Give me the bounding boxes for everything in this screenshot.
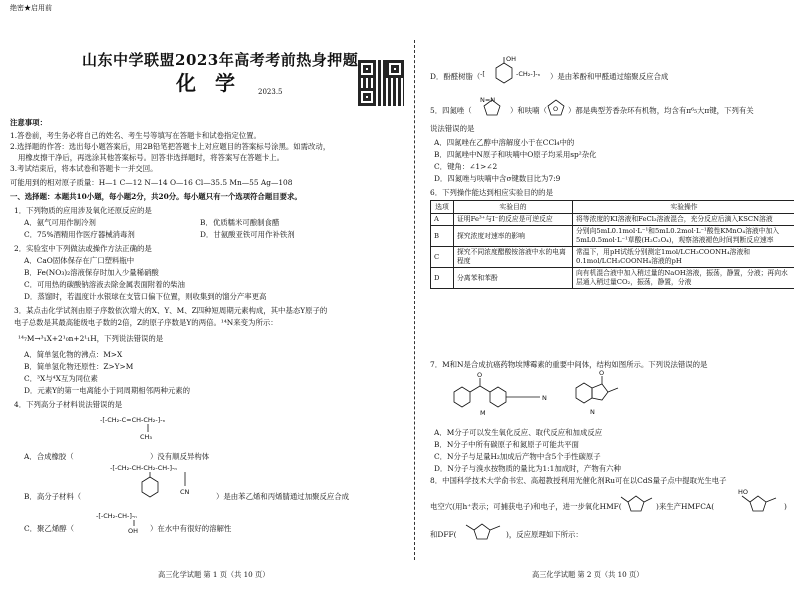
q7-option-d: D．N分子与溴水按物质的量比为1:1加成时，产物有六种 [434,464,621,473]
q5-option-b: B．四氮唑中N原子和呋喃中O原子均采用sp²杂化 [434,150,597,159]
svg-text:-[: -[ [480,70,485,78]
hmfca-structure-icon [736,486,784,516]
table-cell: C [431,247,454,268]
q4-option-c-prefix: C．聚乙烯醇（ [24,524,74,533]
right-page [420,0,794,593]
svg-text:HO: HO [738,488,749,496]
table-row [431,214,794,226]
q7-stem: 7．M和N是合成抗癌药物埃博霉素的重要中间体，结构如图所示。下列说法错误的是 [430,360,708,369]
tetrazole-structure-icon [476,94,508,118]
q3-stem-line-2: 电子总数是其最高能级电子数的2倍，Z的原子序数是Y的两倍。¹⁴N来变为所示： [14,318,278,327]
svg-text:O: O [599,369,605,377]
q5-option-d: D．四氮唑与呋喃中含σ键数目比为7:9 [434,174,561,183]
q4-option-a-prefix: A．合成橡胶（ [24,452,74,461]
q5-suffix: ）都是典型芳香杂环有机物，均含有π⁶₅大π键，下列有关 [568,106,754,115]
note-1: 1.答卷前，考生务必将自己的姓名、考生号等填写在答题卡和试卷指定位置。 [10,131,261,140]
svg-text:O: O [477,372,483,379]
svg-text:OH: OH [128,527,139,534]
q2-option-c: C．可用热的碳酸钠溶液去除金属表面附着的柴油 [24,280,185,289]
rubber-structure-icon [100,410,220,440]
q1-option-d: D．甘氨酸亚铁可用作补铁剂 [200,230,295,239]
q8-line-3a: 和DFF( [430,530,457,539]
q4-option-c-suffix: ）在水中有很好的溶解性 [150,524,232,533]
q2-stem: 2．实验室中下列做法或操作方法正确的是 [14,244,152,253]
q3-equation: ¹⁴₇M→³₁X+2¹₀n+2¹₁H，下列说法错误的是 [18,334,164,343]
confidential-label: 绝密★启用前 [10,4,52,12]
q8-line-2b: )来生产HMFCA( [656,502,715,511]
svg-text:-[-CH₂-CH-CH₂-CH-]-ₙ: -[-CH₂-CH-CH₂-CH-]-ₙ [110,464,177,472]
note-3: 3.考试结束后，将本试卷和答题卡一并交回。 [10,164,158,173]
exam-date: 2023.5 [258,88,283,96]
q8-line-3b: )，反应原理如下所示： [506,530,583,539]
q2-option-d: D．蒸馏时，若温度计水银球在支管口偏下位置，则收集到的馏分产率更高 [24,292,267,301]
q3-option-d: D．元素Y的第一电离能小于同周期相邻两种元素的 [24,386,191,395]
dff-structure-icon [462,516,506,544]
table-cell: B [431,226,454,247]
exam-title: 山东中学联盟2023年高考考前热身押题 [82,51,359,69]
q7-option-b: B．N分子中所有碳原子和氮原子可能共平面 [434,440,579,449]
q5-option-a: A．四氮唑在乙醇中溶解度小于在CCl₄中的 [434,138,575,147]
svg-text:CH₃: CH₃ [140,433,153,440]
q7-option-a: A．M分子可以发生氧化反应、取代反应和加成反应 [434,428,603,437]
molecule-m-label: M [480,409,486,416]
q4-option-b-prefix: B．高分子材料（ [24,492,82,501]
table-cell: 探究浓度对速率的影响 [454,226,573,247]
notes-heading: 注意事项： [10,118,47,127]
section-1-heading: 一、选择题：本题共10小题，每小题2分，共20分。每小题只有一个选项符合题目要求。 [10,192,302,201]
page-footer-2: 高三化学试题 第 2 页（共 10 页） [532,570,644,579]
table-cell: A [431,214,454,226]
q4-option-b-suffix: ）是由苯乙烯和丙烯腈通过加聚反应合成 [216,492,350,501]
experiment-table [430,200,794,289]
table-cell: 证明Fe³⁺与I⁻的反应是可逆反应 [454,214,573,226]
svg-text:-[-CH₂-C=CH-CH₂-]-ₙ: -[-CH₂-C=CH-CH₂-]-ₙ [100,416,166,424]
svg-text:CN: CN [180,488,190,496]
qr-code-icon [358,60,404,106]
table-row [431,247,794,268]
q8-line-1: 8．中国科学技术大学俞书宏、高超教授利用光催化剂Ru可在以CdS量子点中提取光生电子 [430,476,727,485]
svg-text:-CH₂-]-ₙ: -CH₂-]-ₙ [516,70,541,78]
q4-option-d-prefix: D．酚醛树脂（ [430,72,481,81]
table-header-row [431,201,794,214]
subject-title: 化 学 [176,71,241,95]
svg-text:OH: OH [506,55,517,63]
table-cell: 将等浓度的KI溶液和FeCl₃溶液混合，充分反应后滴入KSCN溶液 [573,214,794,226]
q8-line-2a: 电空穴(用h⁺表示；可捕获电子)和电子，进一步氧化HMF( [430,502,622,511]
table-cell: 探究不同浓度醋酸铵溶液中水的电离程度 [454,247,573,268]
table-row [431,268,794,289]
table-row [431,226,794,247]
q2-option-a: A．CaO固体保存在广口塑料瓶中 [24,256,135,265]
q8-line-2c: ) [784,502,787,511]
q7-option-c: C．N分子与足量H₂加成后产物中含5个手性碳原子 [434,452,601,461]
q5-option-c: C．键角：∠1>∠2 [434,162,498,171]
table-header-purpose: 实验目的 [454,201,573,214]
q1-option-a: A．氨气可用作制冷剂 [24,218,96,227]
q4-option-d-suffix: ）是由苯酚和甲醛通过缩聚反应合成 [550,72,669,81]
q5-mid: ）和呋喃（ [510,106,547,115]
table-cell: D [431,268,454,289]
q4-option-a-suffix: ）没有顺反异构体 [150,452,210,461]
q6-stem: 6．下列操作能达到相应实验目的的是 [430,188,553,197]
q1-stem: 1．下列物质的应用涉及氧化还原反应的是 [14,206,152,215]
svg-text:-[-CH₂-CH-]-ₙ: -[-CH₂-CH-]-ₙ [96,512,137,520]
q3-stem-line-1: 3．某点击化学试剂由原子序数依次增大的X、Y、M、Z四种短周期元素构成，其中基态Y原子的 [14,306,328,315]
hmf-structure-icon [618,488,658,516]
page-divider [414,40,415,560]
q3-option-b: B．简单氢化物还原性：Z>Y>M [24,362,134,371]
molecule-n-label: N [590,408,595,416]
table-header-operation: 实验操作 [573,201,794,214]
table-cell: 分离苯和苯酚 [454,268,573,289]
q1-option-c: C．75%酒精用作医疗器械消毒剂 [24,230,135,239]
table-cell: 向有机混合液中加入稍过量的NaOH溶液，振荡，静置，分液；再向水层通入稍过量CO₂，振荡，静置，分液 [573,268,794,289]
q3-option-c: C．³X与⁴X互为同位素 [24,374,98,383]
q3-option-a: A．简单氢化物的沸点：M>X [24,350,123,359]
atomic-masses: 可能用到的相对原子质量：H—1 C—12 N—14 O—16 Cl—35.5 Mn—55 Ag—108 [10,178,293,187]
svg-text:N: N [542,394,547,402]
molecule-n-structure-icon [570,368,630,416]
molecule-m-structure-icon [450,372,570,416]
q5-line-2: 说法错误的是 [430,124,475,133]
q5-prefix: 5．四氮唑（ [430,106,472,115]
svg-text:N=N: N=N [480,96,496,104]
note-2-cont: 用橡皮擦干净后，再选涂其他答案标号。回答非选择题时，将答案写在答题卡上。 [18,153,285,162]
q2-option-b: B．Fe(NO₃)₂溶液保存时加入少量稀硝酸 [24,268,159,277]
q1-option-b: B．优质糯米可酿制食醋 [200,218,280,227]
phenolic-resin-structure-icon [480,54,550,84]
table-cell: 常温下，用pH试纸分别测定1mol/LCH₃COONH₄溶液和0.1mol/LCH₃COONH₄溶液的pH [573,247,794,268]
table-header-option: 选项 [431,201,454,214]
note-2: 2.选择题的作答：选出每小题答案后，用2B铅笔把答题卡上对应题目的答案标号涂黑。如需改动， [10,142,331,151]
svg-text:O: O [553,105,559,113]
table-cell: 分别向5mL0.1mol·L⁻¹和5mL0.2mol·L⁻¹酸性KMnO₄溶液中加入5mL0.5mol·L⁻¹草酸(H₂C₂O₄)，观察溶液褪色时间判断反应速率 [573,226,794,247]
furan-structure-icon [544,96,568,118]
q4-stem: 4．下列高分子材料说法错误的是 [14,400,123,409]
page-footer-1: 高三化学试题 第 1 页（共 10 页） [158,570,270,579]
